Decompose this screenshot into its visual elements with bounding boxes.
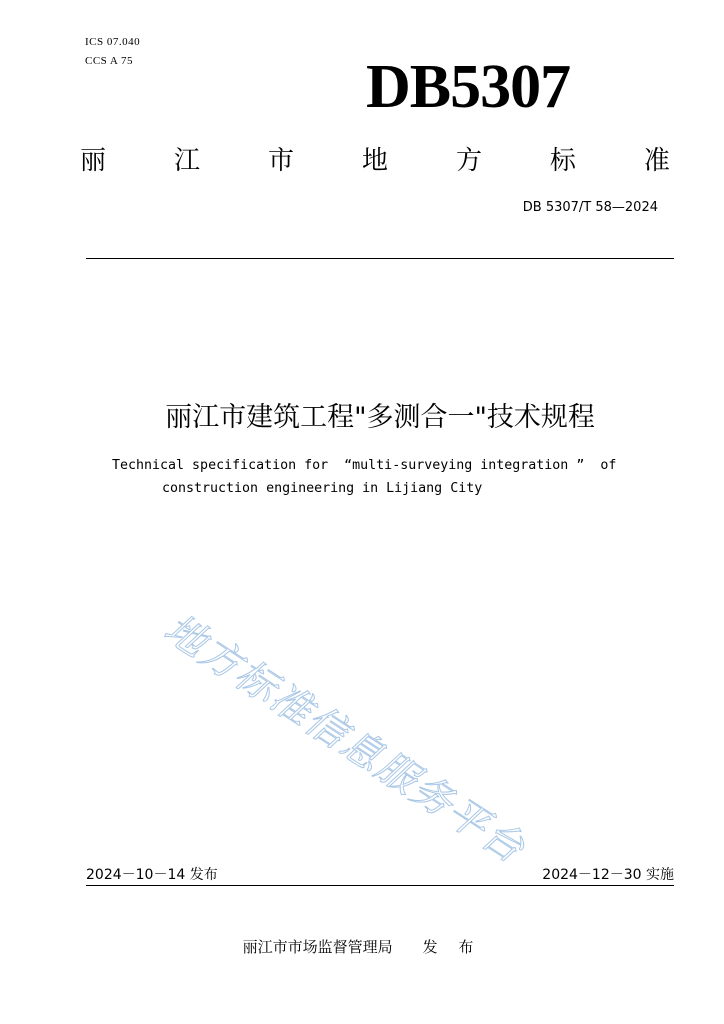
standard-type-char: 江 xyxy=(173,146,200,176)
ics-code: ICS 07.040 xyxy=(85,36,141,48)
db-logo: DB5307 xyxy=(366,53,571,121)
standard-type-char: 方 xyxy=(455,146,482,176)
watermark: 地方标准信息服务平台 xyxy=(156,605,534,873)
publisher-line xyxy=(0,936,724,957)
standard-type-char: 地 xyxy=(361,146,388,176)
title-chinese: 丽江市建筑工程"多测合一"技术规程 xyxy=(165,402,595,433)
header-divider xyxy=(86,258,674,259)
ccs-code: CCS A 75 xyxy=(85,55,134,67)
implementation-date: 2024－12－30 实施 xyxy=(542,867,674,883)
standard-type-char: 准 xyxy=(643,146,670,176)
standard-type-heading xyxy=(80,140,670,177)
standard-type-char: 丽 xyxy=(80,146,107,176)
publisher-name: 丽江市市场监督管理局 xyxy=(242,938,393,956)
standard-number: DB 5307/T 58—2024 xyxy=(522,200,658,215)
issue-date: 2024－10－14 发布 xyxy=(86,867,218,883)
title-english-line-2: construction engineering in Lijiang City xyxy=(162,481,483,496)
standard-type-char: 市 xyxy=(267,146,294,176)
title-english-line-1: Technical specification for “multi-surveying integration ” of xyxy=(112,458,617,473)
footer-divider xyxy=(86,885,674,886)
standard-type-char: 标 xyxy=(549,146,576,176)
publish-action: 发 布 xyxy=(422,938,482,956)
